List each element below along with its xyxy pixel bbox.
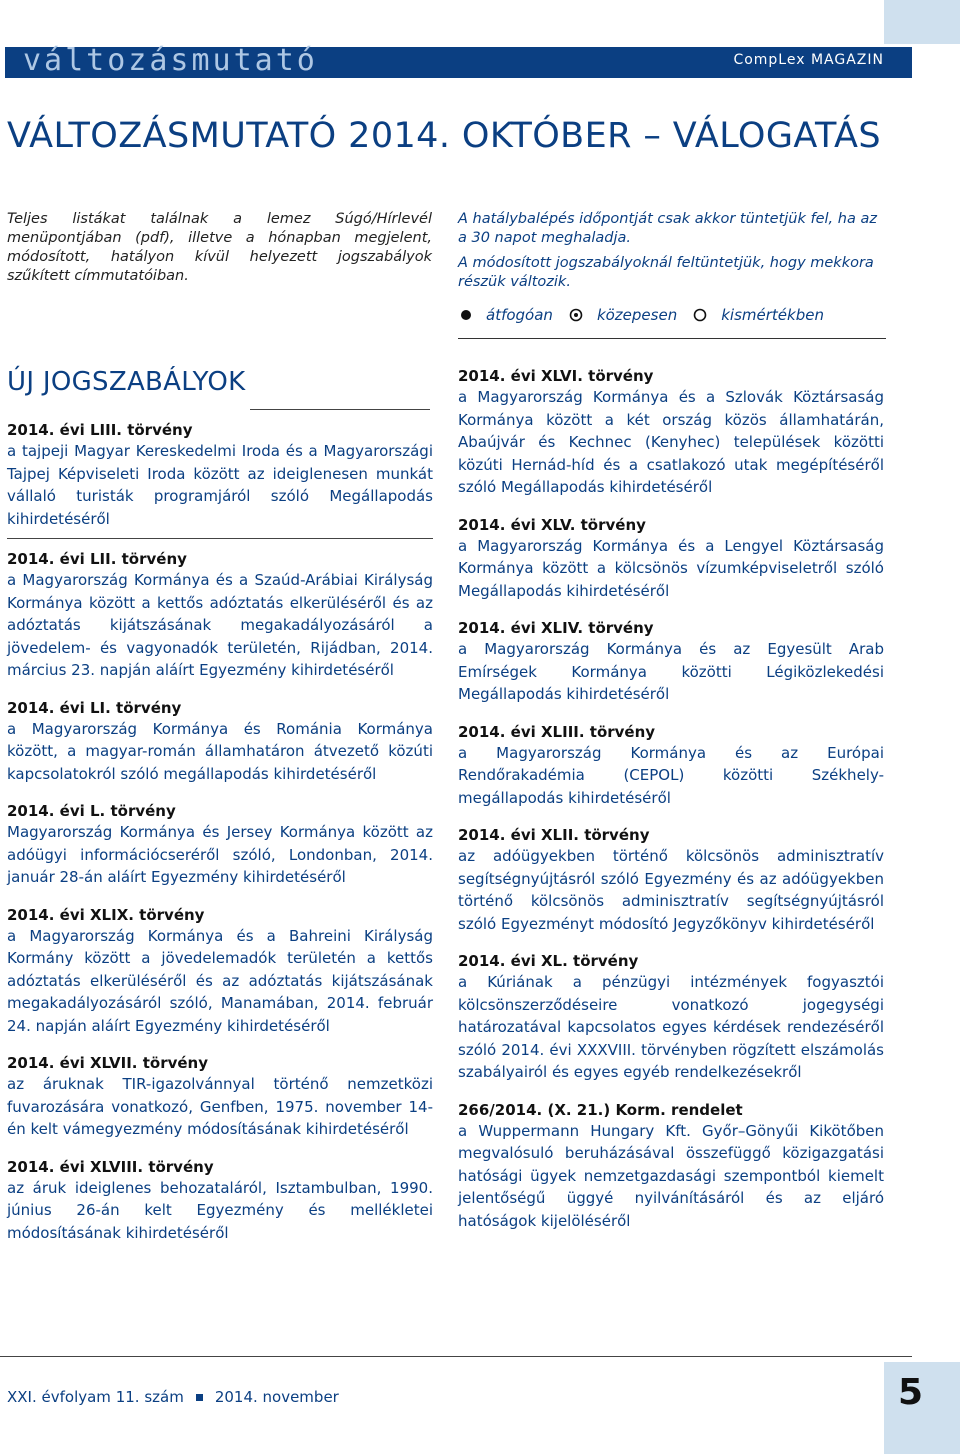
law-text: a Magyarország Kormánya és a Bahreini Királyság Kormány között a jövedelemadók területén a kettős adóztatás elkerüléséről és az adóztatás kijátszásának megakadályozásáról szóló, Manamában, 2014. február 24. napján aláírt Egyezmény kihirdetéséről bbox=[7, 926, 433, 1035]
square-bullet-icon bbox=[196, 1394, 203, 1401]
law-item bbox=[458, 366, 884, 499]
page-number-box bbox=[884, 1362, 960, 1454]
law-text: a Kúriának a pénzügyi intézmények fogyasztói kölcsönszerződéseire vonatkozó jogegységi határozatával kapcsolatos egyes kérdések rendezéséről szóló 2014. évi XXXVIII. törvényben rögzített elszámolás szabályairól és egyes egyéb rendelkezésekről bbox=[458, 973, 884, 1081]
section-header-title: változásmutató bbox=[23, 43, 318, 78]
law-title: 2014. évi XLII. törvény bbox=[458, 826, 650, 844]
dotted-circle-icon bbox=[569, 308, 583, 322]
legend-label-small: kismértékben bbox=[721, 306, 824, 324]
issue-date: 2014. november bbox=[214, 1388, 339, 1406]
filled-circle-icon bbox=[460, 309, 472, 321]
legend-label-full: átfogóan bbox=[486, 306, 553, 324]
law-title: 2014. évi XLVIII. törvény bbox=[7, 1157, 214, 1176]
issue-label: XXI. évfolyam 11. szám bbox=[7, 1388, 184, 1406]
left-column bbox=[7, 420, 433, 1260]
law-item bbox=[7, 801, 433, 889]
law-text: a Magyarország Kormánya és az Európai Rendőrakadémia (CEPOL) közötti Székhely-megállapodás kihirdetéséről bbox=[458, 743, 884, 807]
law-item bbox=[7, 698, 433, 786]
legend-item-medium bbox=[569, 306, 677, 324]
law-text: az adóügyekben történő kölcsönös adminisztratív segítségnyújtásról szóló Egyezmény és az adóügyekben történő kölcsönös adminisztratív segítségnyújtásról szóló Egyezményt módosító Jegyzőkönyv kihirdetéséről bbox=[458, 847, 884, 933]
page-title: VÁLTOZÁSMUTATÓ 2014. OKTÓBER – VÁLOGATÁS bbox=[7, 116, 881, 156]
law-title: 2014. évi XLVI. törvény bbox=[458, 367, 654, 385]
law-text: a Magyarország Kormánya és az Egyesült Arab Emírségek Kormánya közötti Légiközlekedési Megállapodás kihirdetéséről bbox=[458, 640, 884, 703]
note-modification-extent: A módosított jogszabályoknál feltüntetjük, hogy mekkora részük változik. bbox=[458, 255, 874, 290]
intro-text: Teljes listákat találnak a lemez Súgó/Hírlevél menüpontjában (pdf), illetve a hónapban megjelent, módosított, hatályon kívül helyezett jogszabályok szűkített címmutatóiban. bbox=[7, 211, 432, 284]
law-item bbox=[458, 618, 884, 706]
law-title: 266/2014. (X. 21.) Korm. rendelet bbox=[458, 1100, 743, 1119]
law-item bbox=[458, 722, 884, 810]
legend-item-small bbox=[693, 306, 824, 324]
law-title: 2014. évi L. törvény bbox=[7, 802, 176, 820]
section-title: ÚJ JOGSZABÁLYOK bbox=[7, 367, 246, 397]
law-text: Magyarország Kormánya és Jersey Kormánya között az adóügyi információcseréről szóló, Londonban, 2014. január 28-án aláírt Egyezmény kihirdetéséről bbox=[7, 823, 433, 886]
law-item bbox=[7, 549, 433, 682]
header-bar bbox=[5, 43, 912, 78]
footer-divider bbox=[0, 1356, 912, 1357]
law-item bbox=[7, 1157, 433, 1245]
law-text: a Magyarország Kormánya és a Szlovák Köztársaság Kormánya között a két ország közös államhatárán, Abaújvár és Kechnec (Kenyhec) települések közötti közúti Hernád-híd és a csatlakozó utak megépítéséről szóló Megállapodás kihirdetéséről bbox=[458, 388, 884, 496]
note-effective-date: A hatálybalépés időpontját csak akkor tüntetjük fel, ha az a 30 napot meghaladja. bbox=[458, 211, 877, 246]
law-text: a Magyarország Kormánya és a Szaúd-Arábiai Királyság Kormánya között a kettős adóztatás elkerüléséről és az adóztatás kijátszásának megakadályozásáról a jövedelem- és vagyonadók területén, Rijádban, 2014. március 23. napján aláírt Egyezmény kihirdetéséről bbox=[7, 571, 433, 679]
law-item bbox=[458, 1100, 884, 1233]
footer bbox=[7, 1388, 339, 1406]
law-text: az áruk ideiglenes behozataláról, Isztambulban, 1990. június 26-án kelt Egyezmény és mellékletei módosításának kihirdetéséről bbox=[7, 1178, 433, 1242]
law-item bbox=[458, 951, 884, 1084]
law-title: 2014. évi XLVII. törvény bbox=[7, 1054, 209, 1072]
law-title: 2014. évi XLIII. törvény bbox=[458, 722, 656, 741]
law-item bbox=[7, 420, 433, 539]
law-text: a Magyarország Kormánya és Románia Kormánya között, a magyar-román államhatáron átvezető közúti kapcsolatokról szóló megállapodás kihirdetéséről bbox=[7, 719, 433, 783]
empty-circle-icon bbox=[693, 308, 707, 322]
law-item bbox=[458, 515, 884, 603]
law-title: 2014. évi XLV. törvény bbox=[458, 515, 646, 534]
law-title: 2014. évi LII. törvény bbox=[7, 550, 187, 568]
law-item bbox=[458, 825, 884, 935]
law-title: 2014. évi LIII. törvény bbox=[7, 421, 193, 439]
page-number: 5 bbox=[898, 1372, 924, 1413]
corner-decoration bbox=[884, 0, 960, 44]
law-item bbox=[7, 1053, 433, 1141]
notes bbox=[458, 210, 886, 298]
law-text: a Wuppermann Hungary Kft. Győr–Gönyűi Kikötőben megvalósuló beruházásával összefüggő közigazgatási hatósági ügyek nemzetgazdasági szempontból kiemelt jelentőségű üggyé nyilvánításáról és az eljáró hatóságok kijelöléséről bbox=[458, 1121, 884, 1230]
divider bbox=[458, 338, 886, 339]
law-title: 2014. évi XLIX. törvény bbox=[7, 905, 205, 924]
law-item bbox=[7, 905, 433, 1038]
law-title: 2014. évi XLIV. törvény bbox=[458, 619, 654, 637]
legend-label-medium: közepesen bbox=[596, 306, 678, 324]
law-text: az áruknak TIR-igazolvánnyal történő nemzetközi fuvarozására vonatkozó, Genfben, 1975. november 14-én kelt vámegyezmény módosításának kihirdetéséről bbox=[7, 1075, 433, 1138]
law-text: a Magyarország Kormánya és a Lengyel Köztársaság Kormánya között a kölcsönös vízumképviseletről szóló Megállapodás kihirdetéséről bbox=[458, 536, 884, 600]
law-title: 2014. évi LI. törvény bbox=[7, 698, 182, 717]
legend bbox=[460, 306, 840, 324]
right-column bbox=[458, 366, 884, 1248]
magazine-name: CompLex MAGAZIN bbox=[733, 52, 884, 68]
law-title: 2014. évi XL. törvény bbox=[458, 952, 639, 970]
section-divider bbox=[250, 409, 430, 410]
legend-item-full bbox=[460, 306, 553, 324]
law-text: a tajpeji Magyar Kereskedelmi Iroda és a Magyarországi Tajpej Képviseleti Iroda között az ideiglenesen munkát vállaló turisták programjáról szóló Megállapodás kihirdetéséről bbox=[7, 442, 433, 528]
